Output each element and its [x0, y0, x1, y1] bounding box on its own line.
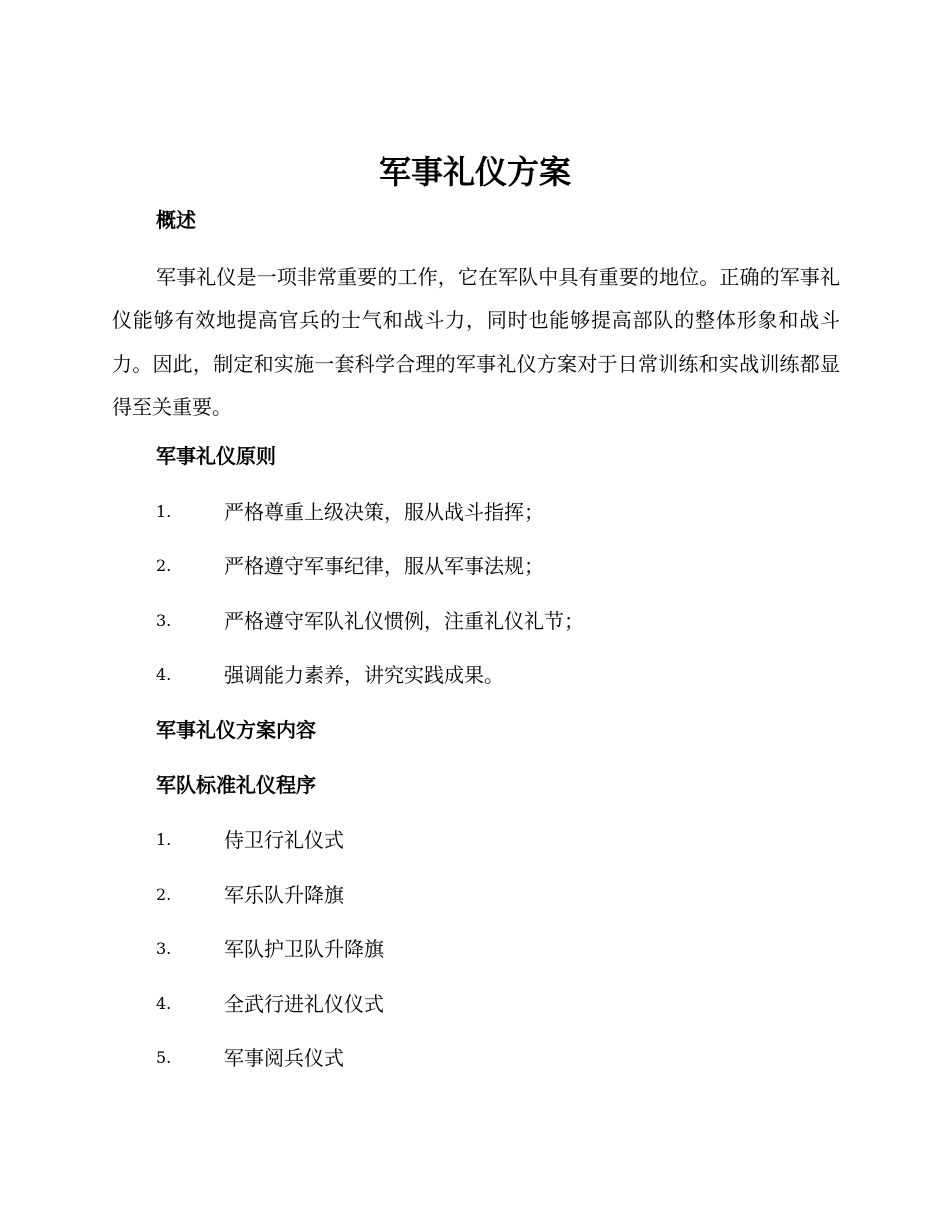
procedures-heading: 军队标准礼仪程序: [156, 773, 316, 797]
list-text: 军队护卫队升降旗: [224, 937, 384, 961]
list-text: 严格遵守军事纪律，服从军事法规；: [224, 554, 544, 578]
list-number: 3.: [156, 939, 172, 958]
list-text: 严格尊重上级决策，服从战斗指挥；: [224, 500, 544, 524]
list-text: 严格遵守军队礼仪惯例，注重礼仪礼节；: [224, 609, 584, 633]
overview-heading: 概述: [156, 208, 196, 232]
document-title: 军事礼仪方案: [378, 153, 571, 191]
list-number: 3.: [156, 611, 172, 630]
list-number: 5.: [156, 1048, 172, 1067]
list-number: 2.: [156, 556, 172, 575]
list-text: 全武行进礼仪仪式: [224, 992, 384, 1016]
list-number: 1.: [156, 502, 172, 521]
list-text: 强调能力素养，讲究实践成果。: [224, 663, 504, 687]
list-number: 2.: [156, 885, 172, 904]
list-text: 军乐队升降旗: [224, 883, 344, 907]
list-number: 1.: [156, 830, 172, 849]
list-text: 侍卫行礼仪式: [224, 828, 344, 852]
list-number: 4.: [156, 994, 172, 1013]
principles-heading: 军事礼仪原则: [156, 444, 276, 468]
overview-paragraph: 军事礼仪是一项非常重要的工作，它在军队中具有重要的地位。正确的军事礼仪能够有效地提高官兵的士气和战斗力，同时也能够提高部队的整体形象和战斗力。因此，制定和实施一套科学合理的军事礼仪方案对于日常训练和实战训练都显得至关重要。: [112, 265, 840, 419]
list-number: 4.: [156, 665, 172, 684]
content-heading: 军事礼仪方案内容: [156, 718, 316, 742]
list-text: 军事阅兵仪式: [224, 1046, 344, 1070]
